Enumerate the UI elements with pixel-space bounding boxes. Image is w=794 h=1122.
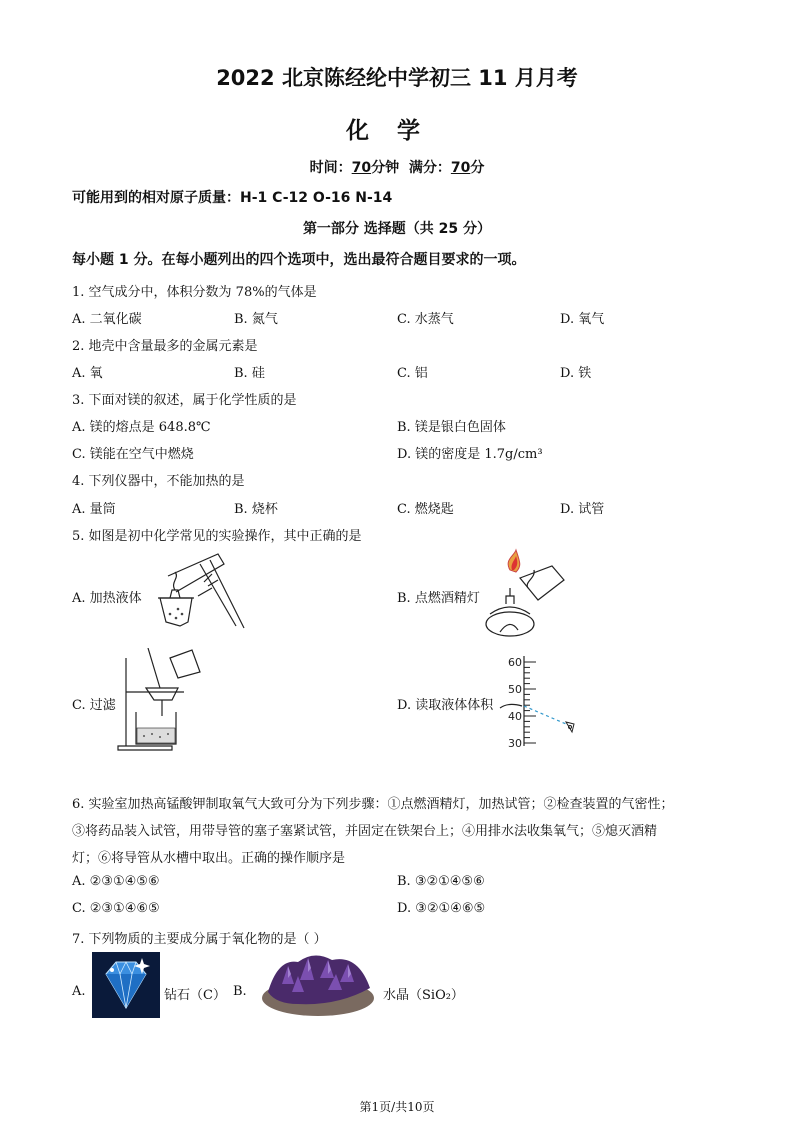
- cylinder-tick-label: 30: [508, 737, 522, 750]
- filtration-illustration: [112, 648, 212, 752]
- cylinder-tick-label: 40: [508, 710, 522, 723]
- section-title: 第一部分 选择题（共 25 分）: [302, 221, 492, 237]
- q1-option-c[interactable]: C. 水蒸气: [397, 312, 454, 327]
- q5-option-d[interactable]: D. 读取液体体积: [397, 698, 494, 713]
- page-footer: 第1页/共10页: [359, 1100, 435, 1114]
- q7-option-a-label[interactable]: A.: [72, 984, 86, 999]
- q1-option-b[interactable]: B. 氮气: [234, 312, 278, 327]
- time-label: 时间：: [309, 160, 352, 176]
- question-3-stem: 3. 下面对镁的叙述，属于化学性质的是: [72, 393, 297, 408]
- q4-option-d[interactable]: D. 试管: [560, 502, 605, 517]
- q2-option-b[interactable]: B. 硅: [234, 366, 265, 381]
- question-6-stem-line-3: 灯；⑥将导管从水槽中取出。正确的操作顺序是: [72, 851, 346, 866]
- q2-option-a[interactable]: A. 氧: [72, 366, 103, 381]
- q7-option-b-label[interactable]: B.: [233, 984, 247, 999]
- question-7-stem: 7. 下列物质的主要成分属于氧化物的是（ ）: [72, 932, 327, 947]
- diamond-image: [92, 952, 160, 1018]
- time-unit: 分钟: [371, 160, 400, 176]
- section-instruction: 每小题 1 分。在每小题列出的四个选项中，选出最符合题目要求的一项。: [72, 252, 526, 268]
- q6-option-d[interactable]: D. ③②①④⑥⑤: [397, 901, 486, 916]
- question-6-stem-line-2: ③将药品装入试管，用带导管的塞子塞紧试管，并固定在铁架台上；④用排水法收集氧气；⑤熄灭酒精: [72, 824, 658, 839]
- quartz-crystal-image: [258, 948, 378, 1018]
- q1-option-d[interactable]: D. 氧气: [560, 312, 605, 327]
- q5-option-b[interactable]: B. 点燃酒精灯: [397, 591, 480, 606]
- q6-option-a[interactable]: A. ②③①④⑤⑥: [72, 874, 160, 889]
- score-label: 满分：: [408, 160, 451, 176]
- q3-option-a[interactable]: A. 镁的熔点是 648.8℃: [72, 420, 211, 435]
- q4-option-c[interactable]: C. 燃烧匙: [397, 502, 454, 517]
- question-5-stem: 5. 如图是初中化学常见的实验操作，其中正确的是: [72, 529, 362, 544]
- q4-option-a[interactable]: A. 量筒: [72, 502, 116, 517]
- alcohol-lamp-lighting-illustration: [480, 548, 572, 640]
- question-6-stem-line-1: 6. 实验室加热高锰酸钾制取氧气大致可分为下列步骤：①点燃酒精灯，加热试管；②检查装置的气密性；: [72, 797, 674, 812]
- question-1-stem: 1. 空气成分中，体积分数为 78%的气体是: [72, 285, 317, 300]
- q4-option-b[interactable]: B. 烧杯: [234, 502, 278, 517]
- q3-option-c[interactable]: C. 镁能在空气中燃烧: [72, 447, 194, 462]
- q3-option-d[interactable]: D. 镁的密度是 1.7g/cm³: [397, 447, 543, 462]
- subject-title: 化学: [346, 118, 448, 144]
- q6-option-c[interactable]: C. ②③①④⑥⑤: [72, 901, 160, 916]
- graduated-cylinder-illustration: [494, 650, 594, 750]
- time-value: 70: [351, 160, 372, 176]
- q7-option-a-text: 钻石（C）: [164, 988, 226, 1003]
- heating-liquid-illustration: [140, 552, 252, 634]
- atomic-mass-line: 可能用到的相对原子质量：H-1 C-12 O-16 N-14: [72, 190, 393, 206]
- q5-option-c[interactable]: C. 过滤: [72, 698, 116, 713]
- question-4-stem: 4. 下列仪器中，不能加热的是: [72, 474, 245, 489]
- score-unit: 分: [470, 160, 485, 176]
- q3-option-b[interactable]: B. 镁是银白色固体: [397, 420, 506, 435]
- question-2-stem: 2. 地壳中含量最多的金属元素是: [72, 339, 258, 354]
- q1-option-a[interactable]: A. 二氧化碳: [72, 312, 142, 327]
- cylinder-tick-label: 60: [508, 656, 522, 669]
- score-value: 70: [450, 160, 471, 176]
- exam-title: 2022 北京陈经纶中学初三 11 月月考: [216, 66, 578, 90]
- q7-option-b-text: 水晶（SiO₂）: [383, 988, 464, 1003]
- cylinder-tick-label: 50: [508, 683, 522, 696]
- q2-option-d[interactable]: D. 铁: [560, 366, 592, 381]
- q5-option-a[interactable]: A. 加热液体: [72, 591, 142, 606]
- q2-option-c[interactable]: C. 铝: [397, 366, 428, 381]
- time-score-line: [0, 157, 794, 177]
- q6-option-b[interactable]: B. ③②①④⑤⑥: [397, 874, 485, 889]
